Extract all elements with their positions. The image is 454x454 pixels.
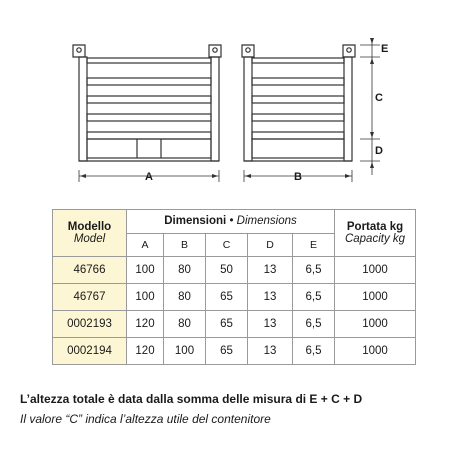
- dimensions-header: Dimensioni • Dimensions: [127, 210, 335, 234]
- value-cell: 80: [164, 284, 206, 311]
- model-header: Modello Model: [53, 210, 127, 257]
- value-cell: 120: [127, 338, 164, 365]
- value-cell: 100: [127, 257, 164, 284]
- column-header-a: A: [127, 233, 164, 257]
- value-cell: 13: [248, 284, 293, 311]
- dimension-label-d: D: [375, 145, 383, 157]
- value-cell: 80: [164, 257, 206, 284]
- front-view: [73, 45, 221, 161]
- usable-height-note: Il valore “C” indica l’altezza utile del contenitore: [20, 412, 271, 426]
- capacity-header: Portata kg Capacity kg: [335, 210, 416, 257]
- column-header-c: C: [206, 233, 248, 257]
- value-cell: 13: [248, 338, 293, 365]
- dimension-label-e: E: [381, 43, 389, 55]
- value-cell: 65: [206, 284, 248, 311]
- capacity-cell: 1000: [335, 257, 416, 284]
- value-cell: 100: [164, 338, 206, 365]
- capacity-cell: 1000: [335, 284, 416, 311]
- model-cell: 0002193: [53, 311, 127, 338]
- value-cell: 65: [206, 311, 248, 338]
- container-technical-drawing: [0, 0, 454, 200]
- value-cell: 13: [248, 311, 293, 338]
- table-row: [53, 311, 416, 338]
- column-header-b: B: [164, 233, 206, 257]
- value-cell: 6,5: [293, 257, 335, 284]
- capacity-cell: 1000: [335, 311, 416, 338]
- table-row: [53, 338, 416, 365]
- capacity-cell: 1000: [335, 338, 416, 365]
- table-row: [53, 257, 416, 284]
- value-cell: 6,5: [293, 311, 335, 338]
- dimension-label-a: A: [145, 171, 153, 183]
- side-view: [242, 45, 355, 161]
- dimension-label-c: C: [375, 92, 383, 104]
- total-height-note: L’altezza totale è data dalla somma delle misura di E + C + D: [20, 392, 363, 406]
- dimensions-table: [52, 209, 416, 365]
- table-row: [53, 284, 416, 311]
- value-cell: 50: [206, 257, 248, 284]
- value-cell: 120: [127, 311, 164, 338]
- value-cell: 6,5: [293, 338, 335, 365]
- model-cell: 0002194: [53, 338, 127, 365]
- value-cell: 80: [164, 311, 206, 338]
- value-cell: 65: [206, 338, 248, 365]
- column-header-d: D: [248, 233, 293, 257]
- value-cell: 100: [127, 284, 164, 311]
- value-cell: 6,5: [293, 284, 335, 311]
- value-cell: 13: [248, 257, 293, 284]
- column-header-e: E: [293, 233, 335, 257]
- dimension-label-b: B: [294, 171, 302, 183]
- model-cell: 46766: [53, 257, 127, 284]
- model-cell: 46767: [53, 284, 127, 311]
